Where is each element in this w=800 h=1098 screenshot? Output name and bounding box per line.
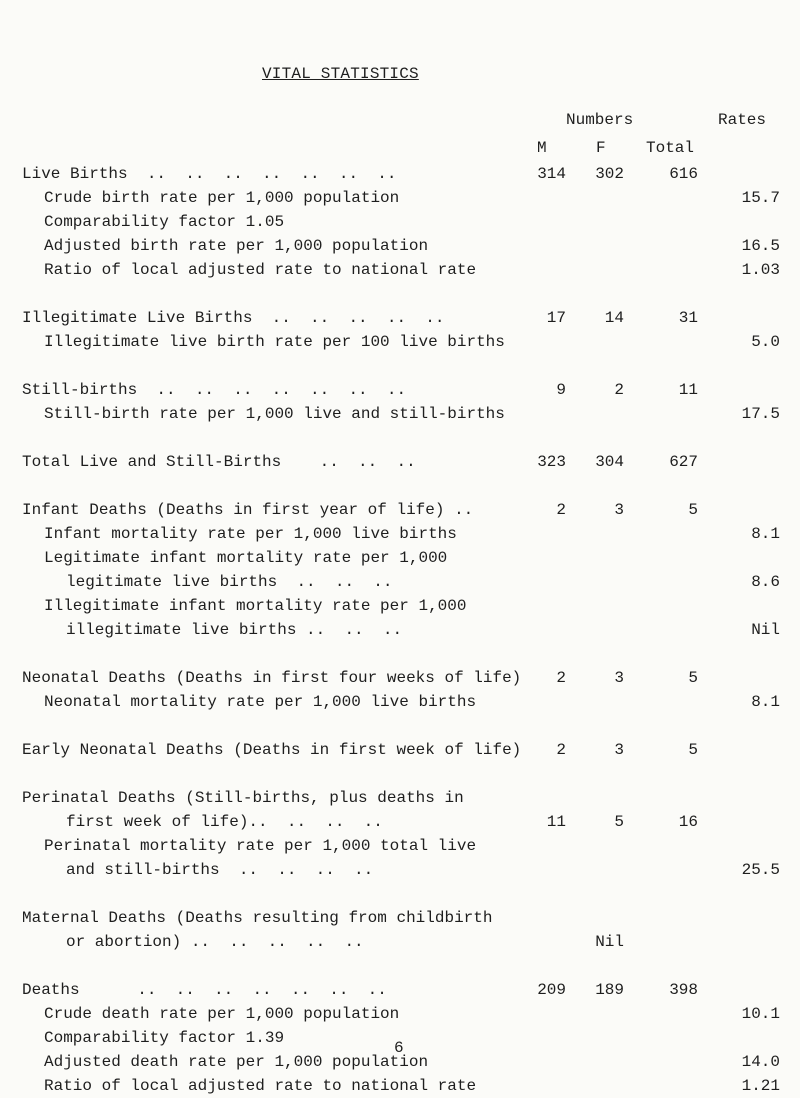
row-label: Ratio of local adjusted rate to national rate [44, 1077, 477, 1095]
table-row [0, 258, 800, 282]
value-female: 3 [614, 741, 624, 759]
row-label: Perinatal Deaths (Still-births, plus deaths in [22, 789, 464, 807]
row-label: illegitimate live births .. .. .. [66, 621, 403, 639]
header-f: F [596, 139, 606, 157]
value-rate: 1.21 [741, 1077, 780, 1095]
value-female: 304 [595, 453, 624, 471]
row-label: or abortion) .. .. .. .. .. [66, 933, 364, 951]
table-row [0, 858, 800, 882]
table-row [0, 954, 800, 978]
value-male: 2 [556, 501, 566, 519]
row-label: Deaths .. .. .. .. .. .. .. [22, 981, 387, 999]
value-rate: 17.5 [741, 405, 780, 423]
row-label: Infant Deaths (Deaths in first year of life) .. [22, 501, 474, 519]
row-label: Still-birth rate per 1,000 live and still-births [44, 405, 505, 423]
value-total: 16 [678, 813, 698, 831]
row-label: Total Live and Still-Births .. .. .. [22, 453, 416, 471]
table-row [0, 930, 800, 954]
table-row [0, 1002, 800, 1026]
table-row [0, 474, 800, 498]
value-rate: 8.6 [751, 573, 780, 591]
value-female: 3 [614, 669, 624, 687]
row-label: legitimate live births .. .. .. [66, 573, 393, 591]
value-female: 5 [614, 813, 624, 831]
table-row [0, 906, 800, 930]
row-label: Infant mortality rate per 1,000 live births [44, 525, 457, 543]
table-row [0, 978, 800, 1002]
table-row [0, 810, 800, 834]
value-male: 2 [556, 741, 566, 759]
value-rate: 10.1 [741, 1005, 780, 1023]
table-row [0, 402, 800, 426]
value-rate: 8.1 [751, 525, 780, 543]
row-label: Legitimate infant mortality rate per 1,000 [44, 549, 448, 567]
table-row [0, 762, 800, 786]
table-row [0, 522, 800, 546]
value-male: 9 [556, 381, 566, 399]
value-male: 323 [537, 453, 566, 471]
table-row [0, 738, 800, 762]
row-label: Crude death rate per 1,000 population [44, 1005, 400, 1023]
table-row [0, 690, 800, 714]
value-male: 17 [546, 309, 566, 327]
value-rate: 25.5 [741, 861, 780, 879]
value-female: 3 [614, 501, 624, 519]
table-row [0, 282, 800, 306]
row-label: Ratio of local adjusted rate to national rate [44, 261, 477, 279]
value-female: 302 [595, 165, 624, 183]
table-row [0, 498, 800, 522]
table-row [0, 714, 800, 738]
table-row [0, 210, 800, 234]
table-row [0, 186, 800, 210]
row-label: Neonatal Deaths (Deaths in first four weeks of life) [22, 669, 522, 687]
header-m: M [537, 139, 547, 157]
value-total: 5 [688, 501, 698, 519]
value-total: 5 [688, 669, 698, 687]
value-total: 616 [669, 165, 698, 183]
row-label: Early Neonatal Deaths (Deaths in first week of life) [22, 741, 522, 759]
value-rate: 14.0 [741, 1053, 780, 1071]
table-row [0, 882, 800, 906]
table-row [0, 786, 800, 810]
table-row [0, 570, 800, 594]
row-label: first week of life).. .. .. .. [66, 813, 383, 831]
value-rate: 16.5 [741, 237, 780, 255]
row-label: Maternal Deaths (Deaths resulting from childbirth [22, 909, 493, 927]
row-label: Neonatal mortality rate per 1,000 live births [44, 693, 477, 711]
value-female: 2 [614, 381, 624, 399]
table-row [0, 162, 800, 186]
value-rate: 5.0 [751, 333, 780, 351]
value-female: 14 [604, 309, 624, 327]
header-rates: Rates [718, 111, 767, 129]
value-rate: 1.03 [741, 261, 780, 279]
header-numbers: Numbers [566, 111, 634, 129]
value-total: 11 [678, 381, 698, 399]
row-label: Comparability factor 1.39 [44, 1029, 285, 1047]
row-label: Illegitimate infant mortality rate per 1,000 [44, 597, 467, 615]
row-label: Live Births .. .. .. .. .. .. .. [22, 165, 397, 183]
table-row [0, 378, 800, 402]
value-male: 11 [546, 813, 566, 831]
row-label: and still-births .. .. .. .. [66, 861, 374, 879]
table-row [0, 330, 800, 354]
value-rate: 15.7 [741, 189, 780, 207]
value-male: 314 [537, 165, 566, 183]
page-number: 6 [394, 1039, 404, 1057]
row-label: Illegitimate Live Births .. .. .. .. .. [22, 309, 445, 327]
value-total: 398 [669, 981, 698, 999]
value-male: 209 [537, 981, 566, 999]
table-row [0, 306, 800, 330]
table-row [0, 594, 800, 618]
table-row [0, 618, 800, 642]
table-row [0, 234, 800, 258]
page-title: VITAL STATISTICS [262, 65, 419, 83]
table-row [0, 354, 800, 378]
table-row [0, 450, 800, 474]
row-label: Adjusted birth rate per 1,000 population [44, 237, 429, 255]
table-row [0, 642, 800, 666]
row-label: Comparability factor 1.05 [44, 213, 285, 231]
table-row [0, 666, 800, 690]
value-female: Nil [595, 933, 624, 951]
table-row [0, 834, 800, 858]
row-label: Adjusted death rate per 1,000 population [44, 1053, 429, 1071]
table-row [0, 546, 800, 570]
value-rate: Nil [751, 621, 780, 639]
value-total: 31 [678, 309, 698, 327]
row-label: Illegitimate live birth rate per 100 live births [44, 333, 505, 351]
table-row [0, 1074, 800, 1098]
value-rate: 8.1 [751, 693, 780, 711]
row-label: Crude birth rate per 1,000 population [44, 189, 400, 207]
header-total: Total [646, 139, 695, 157]
value-female: 189 [595, 981, 624, 999]
value-male: 2 [556, 669, 566, 687]
table-row [0, 426, 800, 450]
row-label: Perinatal mortality rate per 1,000 total live [44, 837, 477, 855]
value-total: 5 [688, 741, 698, 759]
row-label: Still-births .. .. .. .. .. .. .. [22, 381, 407, 399]
value-total: 627 [669, 453, 698, 471]
